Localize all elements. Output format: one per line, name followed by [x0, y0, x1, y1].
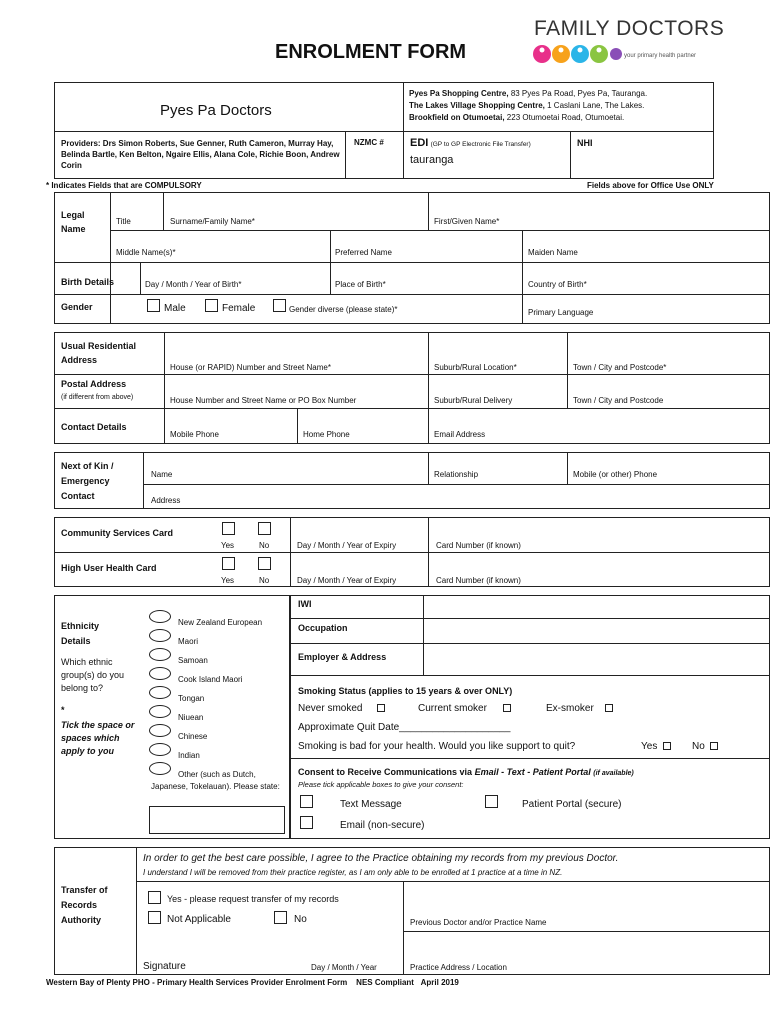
ethnicity-option-6-label: Niuean: [178, 713, 204, 722]
transfer-records-label: Transfer of Records Authority: [61, 885, 108, 925]
transfer-no-label: No: [294, 914, 307, 925]
huhc-expiry-field-label[interactable]: Day / Month / Year of Expiry: [297, 576, 397, 585]
logo-tagline: your primary health partner: [624, 53, 697, 59]
practice-address-2: The Lakes Village Shopping Centre, 1 Caslani Lane, The Lakes.: [409, 101, 645, 110]
csc-no-label: No: [259, 541, 270, 550]
iwi-label: IWI: [298, 599, 312, 609]
next-of-kin-label: Next of Kin / Emergency Contact: [61, 461, 114, 501]
ethnicity-option-2-label: Maori: [178, 637, 199, 646]
gender-female-label: Female: [222, 303, 256, 314]
ethnicity-option-5-circle[interactable]: [149, 686, 171, 699]
consent-portal-checkbox[interactable]: [485, 795, 498, 808]
transfer-records-box: [54, 847, 770, 975]
gender-male-checkbox[interactable]: [147, 299, 160, 312]
csc-yes-label: Yes: [221, 541, 235, 550]
ethnicity-option-1-label: New Zealand European: [178, 618, 263, 627]
signature-field-label[interactable]: Signature: [143, 961, 186, 972]
quit-support-question: Smoking is bad for your health. Would you like support to quit?: [298, 741, 576, 752]
personal-details-box: [54, 192, 770, 324]
ethnicity-other-input[interactable]: [149, 806, 285, 834]
postal-town-field-label[interactable]: Town / City and Postcode: [573, 396, 664, 405]
ethnicity-option-7-label: Chinese: [178, 732, 208, 741]
employer-address-label: Employer & Address: [298, 652, 387, 662]
ethnicity-option-6-circle[interactable]: [149, 705, 171, 718]
ex-smoker-checkbox[interactable]: [605, 704, 613, 712]
ethnicity-title: Ethnicity Details: [61, 621, 100, 646]
csc-yes-checkbox[interactable]: [222, 522, 235, 535]
nzmc-label: NZMC #: [354, 138, 384, 147]
nok-address-field-label[interactable]: Address: [151, 496, 181, 505]
transfer-consent-line-1: In order to get the best care possible, I agree to the Practice obtaining my records from my previous Doctor.: [143, 853, 619, 864]
postal-address-label: Postal Address: [61, 379, 127, 389]
huhc-label: High User Health Card: [61, 563, 157, 573]
occupation-label: Occupation: [298, 623, 348, 633]
logo-text: FAMILY DOCTORS: [534, 17, 725, 40]
transfer-not-applicable-checkbox[interactable]: [148, 911, 161, 924]
huhc-no-label: No: [259, 576, 270, 585]
ex-smoker-label: Ex-smoker: [546, 703, 594, 714]
csc-card-number-field-label[interactable]: Card Number (if known): [436, 541, 521, 550]
practice-address-1: Pyes Pa Shopping Centre, 83 Pyes Pa Road, Pyes Pa, Tauranga.: [409, 89, 648, 98]
ethnicity-option-9-circle[interactable]: [149, 762, 171, 775]
ethnicity-option-2-circle[interactable]: [149, 629, 171, 642]
huhc-card-number-field-label[interactable]: Card Number (if known): [436, 576, 521, 585]
dob-field-label[interactable]: Day / Month / Year of Birth*: [145, 280, 242, 289]
transfer-yes-checkbox[interactable]: [148, 891, 161, 904]
address-contact-box: [54, 332, 770, 444]
consent-text-label: Text Message: [340, 799, 402, 810]
never-smoked-checkbox[interactable]: [377, 704, 385, 712]
middle-name-field-label[interactable]: Middle Name(s)*: [116, 248, 176, 257]
csc-no-checkbox[interactable]: [258, 522, 271, 535]
ethnicity-option-8-circle[interactable]: [149, 743, 171, 756]
birth-details-label: Birth Details: [61, 277, 115, 287]
residential-town-field-label[interactable]: Town / City and Postcode*: [573, 363, 667, 372]
compulsory-note: * Indicates Fields that are COMPULSORY: [46, 181, 202, 190]
consent-email-checkbox[interactable]: [300, 816, 313, 829]
home-phone-field-label[interactable]: Home Phone: [303, 430, 350, 439]
footer: Western Bay of Plenty PHO - Primary Health Services Provider Enrolment Form NES Compliant April 2019: [46, 978, 459, 987]
huhc-no-checkbox[interactable]: [258, 557, 271, 570]
nok-mobile-field-label[interactable]: Mobile (or other) Phone: [573, 470, 658, 479]
primary-language-field-label[interactable]: Primary Language: [528, 308, 594, 317]
quit-support-no-label: No: [692, 741, 705, 752]
gender-diverse-checkbox[interactable]: [273, 299, 286, 312]
ethnicity-option-7-circle[interactable]: [149, 724, 171, 737]
postal-address-note: (if different from above): [61, 394, 134, 401]
logo-figures-icon: [532, 42, 622, 68]
ethnicity-instruction: Tick the space or spaces which apply to you: [61, 720, 135, 756]
ethnicity-option-4-circle[interactable]: [149, 667, 171, 680]
transfer-consent-line-2: I understand I will be removed from their practice register, as I am only able to be enrolled at 1 practice at a time in NZ.: [143, 868, 563, 877]
never-smoked-label: Never smoked: [298, 703, 363, 714]
ethnicity-other-continued: Japanese, Tokelauan). Please state:: [151, 782, 280, 791]
quit-support-no-checkbox[interactable]: [710, 742, 718, 750]
ethnicity-option-9-label: Other (such as Dutch,: [178, 770, 256, 779]
ethnicity-option-4-label: Cook Island Maori: [178, 675, 243, 684]
huhc-yes-checkbox[interactable]: [222, 557, 235, 570]
title-field-label[interactable]: Title: [116, 217, 131, 226]
postal-suburb-field-label[interactable]: Suburb/Rural Delivery: [434, 396, 513, 405]
consent-portal-label: Patient Portal (secure): [522, 799, 622, 810]
current-smoker-label: Current smoker: [418, 703, 487, 714]
consent-title: Consent to Receive Communications via Email - Text - Patient Portal (if available): [298, 767, 634, 777]
consent-note: Please tick applicable boxes to give your consent:: [298, 780, 464, 789]
gender-male-label: Male: [164, 303, 186, 314]
family-doctors-logo: [532, 16, 747, 72]
signature-date-field-label[interactable]: Day / Month / Year: [311, 963, 377, 972]
huhc-yes-label: Yes: [221, 576, 235, 585]
maiden-name-field-label[interactable]: Maiden Name: [528, 248, 578, 257]
ethnicity-star: *: [61, 705, 65, 715]
mobile-phone-field-label[interactable]: Mobile Phone: [170, 430, 219, 439]
ethnicity-option-5-label: Tongan: [178, 694, 205, 703]
ethnicity-option-3-label: Samoan: [178, 656, 208, 665]
transfer-no-checkbox[interactable]: [274, 911, 287, 924]
nok-name-field-label[interactable]: Name: [151, 470, 173, 479]
surname-field-label[interactable]: Surname/Family Name*: [170, 217, 255, 226]
office-use-note: Fields above for Office Use ONLY: [587, 181, 714, 190]
first-name-field-label[interactable]: First/Given Name*: [434, 217, 500, 226]
quit-support-yes-checkbox[interactable]: [663, 742, 671, 750]
preferred-name-field-label[interactable]: Preferred Name: [335, 248, 392, 257]
residential-suburb-field-label[interactable]: Suburb/Rural Location*: [434, 363, 517, 372]
quit-support-yes-label: Yes: [641, 741, 658, 752]
current-smoker-checkbox[interactable]: [503, 704, 511, 712]
email-address-field-label[interactable]: Email Address: [434, 430, 486, 439]
gender-diverse-label: Gender diverse (please state)*: [289, 305, 398, 314]
quit-date-field[interactable]: Approximate Quit Date____________________: [298, 722, 511, 733]
postal-street-field-label[interactable]: House Number and Street Name or PO Box Number: [170, 396, 357, 405]
transfer-yes-label: Yes - please request transfer of my records: [167, 894, 339, 904]
legal-name-label: Legal Name: [61, 210, 86, 234]
form-title: ENROLMENT FORM: [275, 41, 467, 63]
contact-details-label: Contact Details: [61, 422, 127, 432]
nhi-label: NHI: [577, 138, 593, 148]
ethnicity-option-3-circle[interactable]: [149, 648, 171, 661]
practice-address-3: Brookfield on Otumoetai, 223 Otumoetai Road, Otumoetai.: [409, 113, 625, 122]
edi-value: tauranga: [410, 154, 454, 166]
ethnicity-question: Which ethnic group(s) do you belong to?: [61, 657, 125, 693]
practice-name: Pyes Pa Doctors: [160, 102, 272, 119]
providers-list: Providers: Drs Simon Roberts, Sue Genner, Ruth Cameron, Murray Hay, Belinda Bartle, Ken Belton, Ngaire Ellis, Alana Cole, Richie Boon, Andrew Corin: [61, 139, 340, 170]
consent-text-checkbox[interactable]: [300, 795, 313, 808]
ethnicity-option-1-circle[interactable]: [149, 610, 171, 623]
previous-doctor-field-label[interactable]: Previous Doctor and/or Practice Name: [410, 918, 547, 927]
place-of-birth-field-label[interactable]: Place of Birth*: [335, 280, 386, 289]
nok-relationship-field-label[interactable]: Relationship: [434, 470, 479, 479]
consent-email-label: Email (non-secure): [340, 820, 425, 831]
practice-address-field-label[interactable]: Practice Address / Location: [410, 963, 507, 972]
csc-label: Community Services Card: [61, 528, 174, 538]
country-of-birth-field-label[interactable]: Country of Birth*: [528, 280, 587, 289]
gender-label: Gender: [61, 302, 93, 312]
gender-female-checkbox[interactable]: [205, 299, 218, 312]
ethnicity-option-8-label: Indian: [178, 751, 200, 760]
transfer-not-applicable-label: Not Applicable: [167, 914, 231, 925]
edi-label: EDI (GP to GP Electronic File Transfer): [410, 137, 531, 149]
residential-street-field-label[interactable]: House (or RAPID) Number and Street Name*: [170, 363, 331, 372]
smoking-status-title: Smoking Status (applies to 15 years & over ONLY): [298, 686, 513, 696]
residential-address-label: Usual Residential Address: [61, 341, 137, 365]
csc-expiry-field-label[interactable]: Day / Month / Year of Expiry: [297, 541, 397, 550]
